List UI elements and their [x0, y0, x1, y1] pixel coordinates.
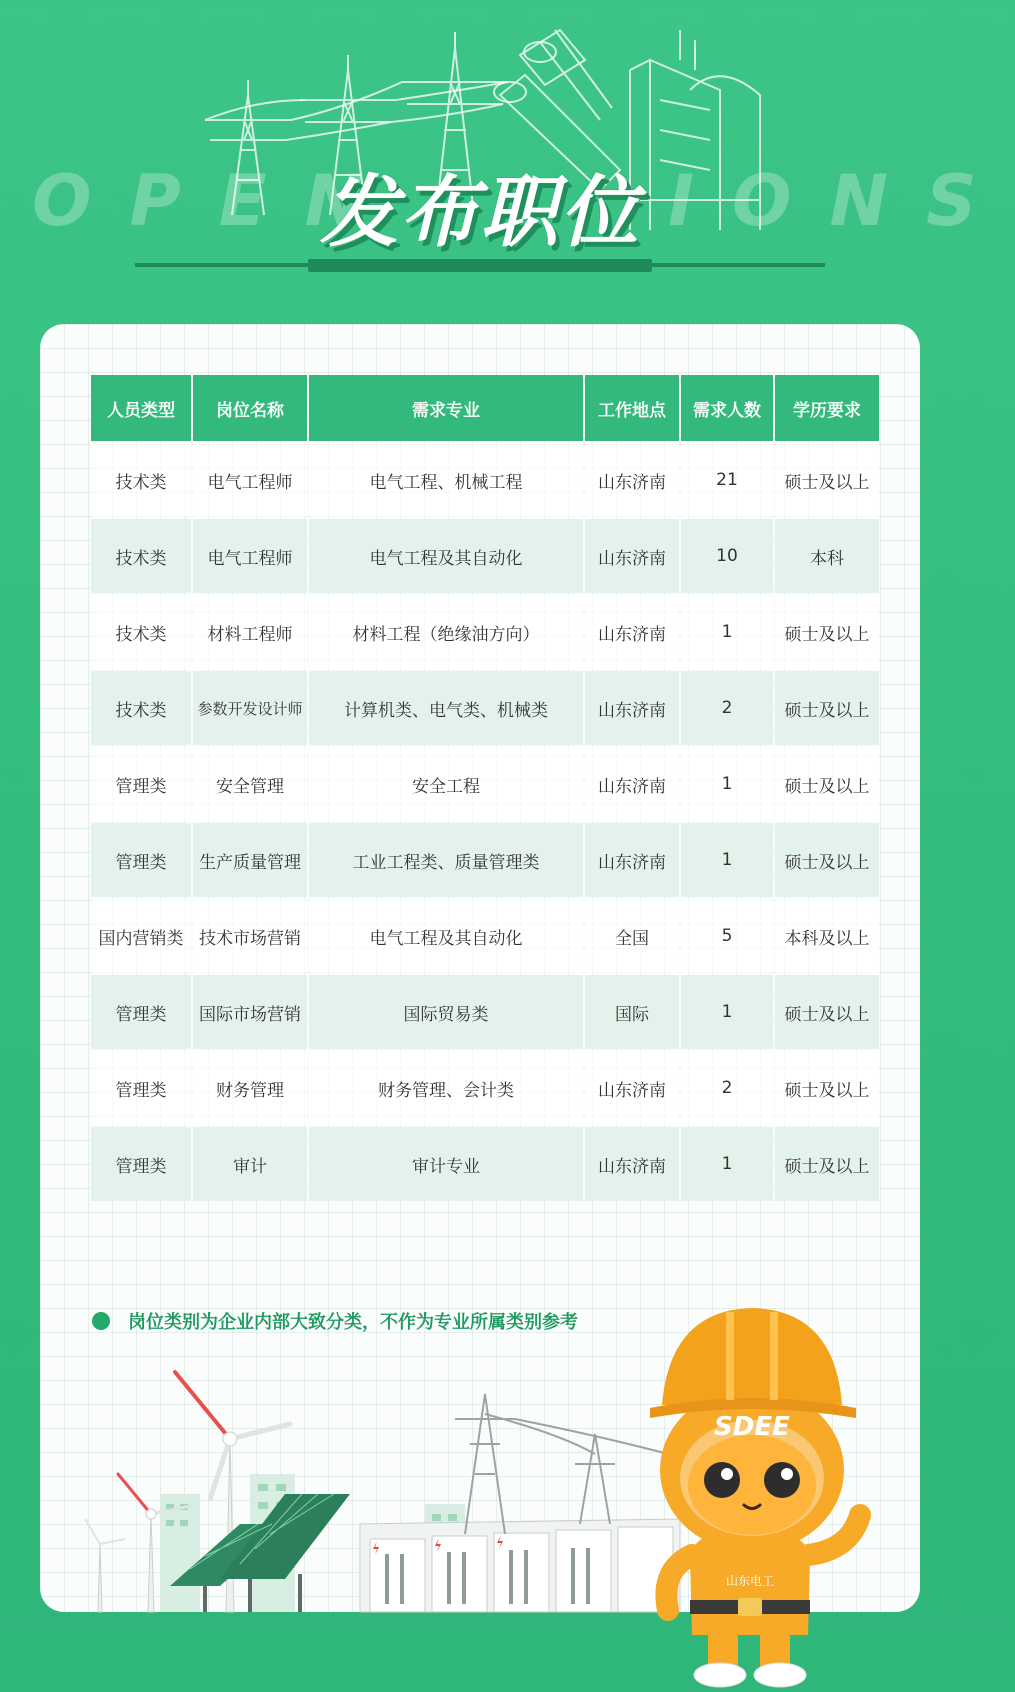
table-cell: 2	[681, 671, 773, 745]
job-table-wrapper	[89, 373, 871, 1203]
table-cell: 5	[681, 899, 773, 973]
table-cell: 管理类	[91, 1051, 191, 1125]
table-cell: 管理类	[91, 1127, 191, 1201]
table-cell: 电气工程及其自动化	[309, 899, 583, 973]
table-cell: 硕士及以上	[775, 671, 879, 745]
table-cell: 管理类	[91, 975, 191, 1049]
table-cell: 国际市场营销	[193, 975, 307, 1049]
mascot-icon	[630, 1300, 890, 1692]
table-cell: 国内营销类	[91, 899, 191, 973]
table-cell: 参数开发设计师	[193, 671, 307, 745]
table-cell: 本科	[775, 519, 879, 593]
header	[0, 0, 1015, 300]
table-cell: 山东济南	[585, 1127, 679, 1201]
table-cell: 硕士及以上	[775, 747, 879, 821]
table-row	[91, 519, 879, 593]
table-cell: 材料工程（绝缘油方向）	[309, 595, 583, 669]
table-row	[91, 1127, 879, 1201]
table-cell: 1	[681, 975, 773, 1049]
table-cell: 电气工程师	[193, 519, 307, 593]
table-cell: 电气工程及其自动化	[309, 519, 583, 593]
table-cell: 材料工程师	[193, 595, 307, 669]
table-cell: 审计专业	[309, 1127, 583, 1201]
table-cell: 山东济南	[585, 747, 679, 821]
column-header: 需求专业	[309, 375, 583, 441]
table-row	[91, 671, 879, 745]
column-header: 岗位名称	[193, 375, 307, 441]
table-cell: 10	[681, 519, 773, 593]
table-cell: 山东济南	[585, 595, 679, 669]
table-cell: 管理类	[91, 823, 191, 897]
background-word-left: OPEN	[32, 160, 402, 242]
column-header: 工作地点	[585, 375, 679, 441]
table-cell: 山东济南	[585, 443, 679, 517]
background-word-right: IONS	[668, 160, 1015, 242]
table-cell: 财务管理	[193, 1051, 307, 1125]
table-row	[91, 443, 879, 517]
table-cell: 技术类	[91, 519, 191, 593]
column-header: 学历要求	[775, 375, 879, 441]
table-cell: 技术类	[91, 671, 191, 745]
table-cell: 硕士及以上	[775, 975, 879, 1049]
job-table	[89, 373, 881, 1203]
table-cell: 国际	[585, 975, 679, 1049]
table-cell: 工业工程类、质量管理类	[309, 823, 583, 897]
table-cell: 山东济南	[585, 519, 679, 593]
table-cell: 硕士及以上	[775, 1127, 879, 1201]
table-cell: 山东济南	[585, 671, 679, 745]
table-row	[91, 595, 879, 669]
table-cell: 全国	[585, 899, 679, 973]
table-cell: 1	[681, 1127, 773, 1201]
table-row	[91, 975, 879, 1049]
table-header-row	[91, 375, 879, 441]
table-cell: 技术市场营销	[193, 899, 307, 973]
table-cell: 审计	[193, 1127, 307, 1201]
table-cell: 硕士及以上	[775, 595, 879, 669]
table-cell: 安全管理	[193, 747, 307, 821]
table-cell: 2	[681, 1051, 773, 1125]
table-cell: 管理类	[91, 747, 191, 821]
table-cell: 硕士及以上	[775, 1051, 879, 1125]
table-cell: 山东济南	[585, 823, 679, 897]
table-cell: 技术类	[91, 443, 191, 517]
page-title: 发布职位	[319, 168, 640, 258]
table-cell: 硕士及以上	[775, 823, 879, 897]
table-cell: 安全工程	[309, 747, 583, 821]
mascot-belt-text: 山东电工	[725, 1574, 775, 1588]
table-row	[91, 899, 879, 973]
table-cell: 电气工程师	[193, 443, 307, 517]
table-cell: 1	[681, 595, 773, 669]
table-cell: 1	[681, 823, 773, 897]
table-cell: 财务管理、会计类	[309, 1051, 583, 1125]
table-cell: 1	[681, 747, 773, 821]
table-cell: 电气工程、机械工程	[309, 443, 583, 517]
table-row	[91, 823, 879, 897]
table-row	[91, 747, 879, 821]
column-header: 需求人数	[681, 375, 773, 441]
category-note-text: 岗位类别为企业内部大致分类，不作为专业所属类别参考	[128, 1312, 578, 1333]
table-cell: 本科及以上	[775, 899, 879, 973]
table-row	[91, 1051, 879, 1125]
table-cell: 硕士及以上	[775, 443, 879, 517]
table-cell: 国际贸易类	[309, 975, 583, 1049]
table-cell: 生产质量管理	[193, 823, 307, 897]
table-cell: 计算机类、电气类、机械类	[309, 671, 583, 745]
table-cell: 技术类	[91, 595, 191, 669]
mascot-badge-text: SDEE	[714, 1412, 790, 1442]
column-header: 人员类型	[91, 375, 191, 441]
table-cell: 山东济南	[585, 1051, 679, 1125]
table-cell: 21	[681, 443, 773, 517]
